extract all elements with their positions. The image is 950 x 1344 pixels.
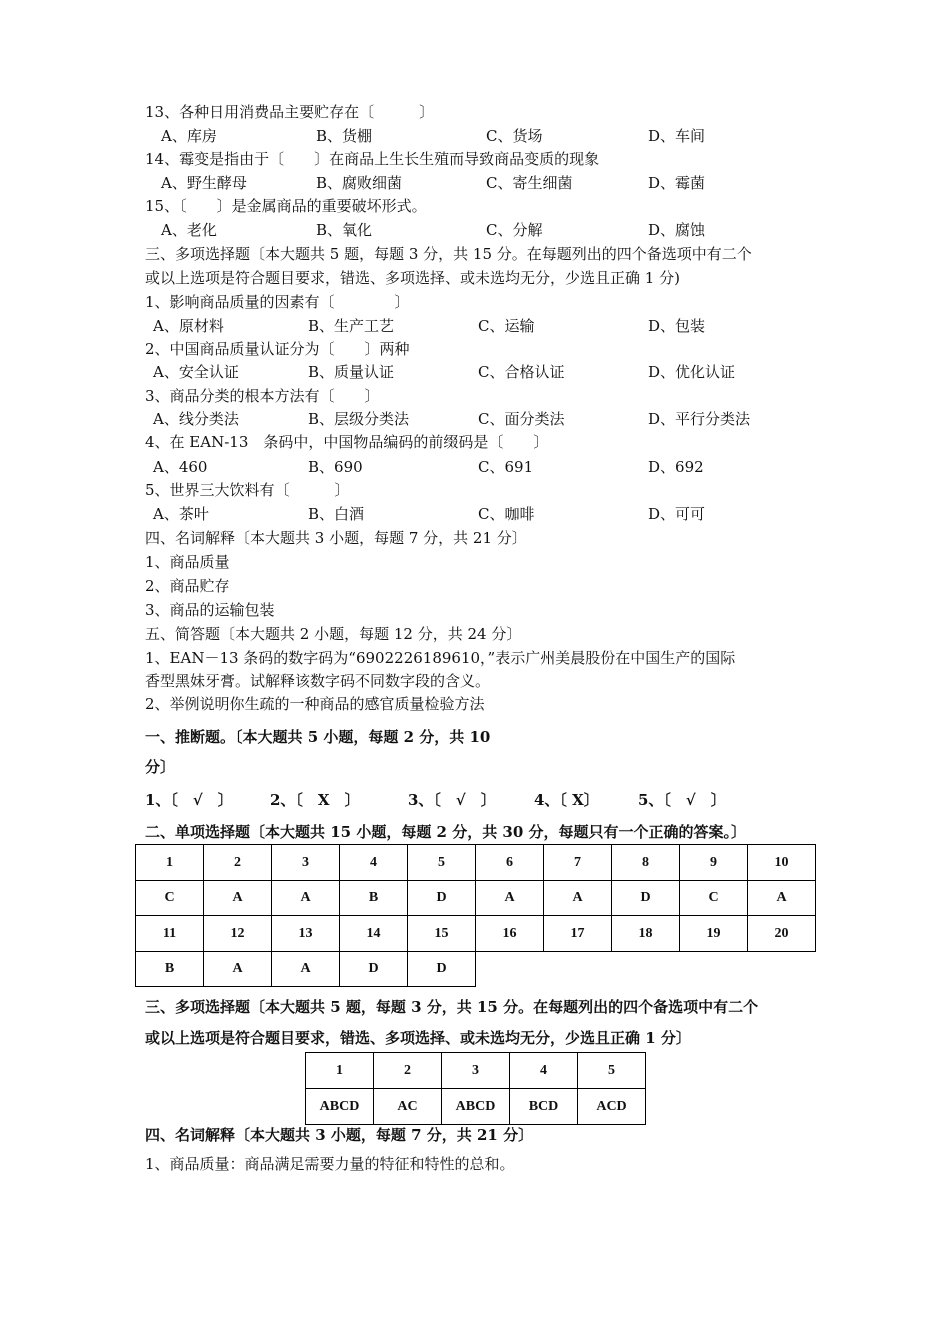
option-15a: A、老化 [161, 221, 217, 239]
s3-option-5c: C、咖啡 [478, 505, 535, 523]
num-cell: 2 [374, 1053, 442, 1089]
answer-cell: A [272, 952, 340, 987]
option-14c: C、寄生细菌 [486, 174, 573, 192]
option-15c: C、分解 [486, 221, 543, 239]
s3-option-5a: A、茶叶 [153, 505, 209, 523]
answers-multi-heading-cont: 或以上选项是符合题目要求，错选、多项选择、或未选均无分，少选且正确 1 分〕 [145, 1029, 691, 1047]
num-cell: 1 [306, 1053, 374, 1089]
s3-option-4c: C、691 [478, 458, 534, 476]
answers-single-heading: 二、单项选择题〔本大题共 15 小题，每题 2 分，共 30 分，每题只有一个正确的答案。〕 [145, 823, 747, 841]
num-cell: 10 [748, 845, 816, 881]
s4-item-1: 1、商品质量 [145, 553, 230, 571]
s4-item-2: 2、商品贮存 [145, 577, 230, 595]
answer-cell: A [476, 881, 544, 916]
num-cell: 4 [510, 1053, 578, 1089]
s3-option-4d: D、692 [648, 458, 704, 476]
num-cell: 18 [612, 916, 680, 952]
option-13a: A、库房 [161, 127, 217, 145]
answer-cell: D [340, 952, 408, 987]
empty-cell [476, 952, 816, 987]
num-cell: 1 [136, 845, 204, 881]
multi-choice-answer-table [305, 1052, 646, 1125]
num-cell: 11 [136, 916, 204, 952]
num-cell: 19 [680, 916, 748, 952]
num-cell: 8 [612, 845, 680, 881]
option-13d: D、车间 [648, 127, 706, 145]
answer-cell: A [544, 881, 612, 916]
s3-option-3d: D、平行分类法 [648, 410, 751, 428]
num-cell: 4 [340, 845, 408, 881]
num-cell: 9 [680, 845, 748, 881]
section4-heading: 四、名词解释〔本大题共 3 小题，每题 7 分，共 21 分〕 [145, 529, 527, 547]
s3-option-3c: C、面分类法 [478, 410, 565, 428]
s3-question-1: 1、影响商品质量的因素有〔 〕 [145, 293, 410, 311]
answers-tf-heading: 一、推断题。〔本大题共 5 小题，每题 2 分，共 10 [145, 728, 491, 746]
section3-heading-cont: 或以上选项是符合题目要求，错选、多项选择、或未选均无分，少选且正确 1 分) [145, 269, 680, 287]
question-15: 15、〔 〕是金属商品的重要破坏形式。 [145, 197, 427, 215]
single-choice-answer-table [135, 844, 816, 987]
option-14a: A、野生酵母 [161, 174, 247, 192]
tf-answer-5: 5、〔 √ 〕 [638, 791, 726, 809]
answer-cell: AC [374, 1089, 442, 1125]
num-cell: 13 [272, 916, 340, 952]
num-cell: 6 [476, 845, 544, 881]
num-cell: 15 [408, 916, 476, 952]
tf-answer-2: 2、〔 X 〕 [270, 791, 360, 809]
answer-cell: D [408, 881, 476, 916]
num-cell: 14 [340, 916, 408, 952]
num-cell: 3 [272, 845, 340, 881]
s3-option-2c: C、合格认证 [478, 363, 565, 381]
num-cell: 20 [748, 916, 816, 952]
s4-item-3: 3、商品的运输包装 [145, 601, 275, 619]
s3-question-4: 4、在 EAN-13 条码中，中国物品编码的前缀码是〔 〕 [145, 433, 549, 451]
answers-multi-heading: 三、多项选择题〔本大题共 5 题，每题 3 分，共 15 分。在每题列出的四个备选项中有二个 [145, 998, 759, 1016]
num-cell: 17 [544, 916, 612, 952]
answers-tf-heading-cont: 分〕 [145, 758, 176, 776]
answer-cell: D [408, 952, 476, 987]
answer-cell: ABCD [306, 1089, 374, 1125]
answer-cell: D [612, 881, 680, 916]
s5-question-1: 1、EAN－13 条码的数字码为“6902226189610，”表示广州美晨股份在中国生产的国际 [145, 649, 736, 667]
answer-cell: B [340, 881, 408, 916]
s3-option-3b: B、层级分类法 [308, 410, 410, 428]
num-cell: 3 [442, 1053, 510, 1089]
num-cell: 2 [204, 845, 272, 881]
s3-option-1c: C、运输 [478, 317, 535, 335]
s3-option-3a: A、线分类法 [153, 410, 239, 428]
option-13c: C、货场 [486, 127, 543, 145]
question-14: 14、霉变是指由于〔 〕在商品上生长生殖而导致商品变质的现象 [145, 150, 600, 168]
answer-cell: ACD [578, 1089, 646, 1125]
tf-answer-4: 4、〔 X〕 [534, 791, 599, 809]
s3-question-3: 3、商品分类的根本方法有〔 〕 [145, 387, 380, 405]
option-14b: B、腐败细菌 [316, 174, 403, 192]
tf-answer-1: 1、〔 √ 〕 [145, 791, 233, 809]
s3-option-2a: A、安全认证 [153, 363, 239, 381]
num-cell: 7 [544, 845, 612, 881]
option-15d: D、腐蚀 [648, 221, 706, 239]
s3-option-2d: D、优化认证 [648, 363, 736, 381]
s3-question-5: 5、世界三大饮料有〔 〕 [145, 481, 350, 499]
s3-option-4a: A、460 [153, 458, 208, 476]
term-answer-1: 1、商品质量：商品满足需要力量的特征和特性的总和。 [145, 1155, 515, 1173]
num-cell: 5 [578, 1053, 646, 1089]
option-13b: B、货棚 [316, 127, 373, 145]
s3-option-1a: A、原材料 [153, 317, 224, 335]
s3-option-1d: D、包装 [648, 317, 706, 335]
section5-heading: 五、简答题〔本大题共 2 小题，每题 12 分，共 24 分〕 [145, 625, 522, 643]
answer-cell: A [204, 881, 272, 916]
s5-question-1-cont: 香型黑妹牙膏。试解释该数字码不同数字段的含义。 [145, 672, 491, 690]
answers-term-heading: 四、名词解释〔本大题共 3 小题，每题 7 分，共 21 分〕 [145, 1126, 534, 1144]
answer-cell: A [272, 881, 340, 916]
answer-cell: B [136, 952, 204, 987]
s3-question-2: 2、中国商品质量认证分为〔 〕两种 [145, 340, 410, 358]
answer-cell: C [680, 881, 748, 916]
tf-answer-3: 3、〔 √ 〕 [408, 791, 496, 809]
s3-option-4b: B、690 [308, 458, 363, 476]
s3-option-5d: D、可可 [648, 505, 706, 523]
num-cell: 16 [476, 916, 544, 952]
s5-question-2: 2、举例说明你生疏的一种商品的感官质量检验方法 [145, 695, 485, 713]
option-14d: D、霉菌 [648, 174, 706, 192]
s3-option-2b: B、质量认证 [308, 363, 395, 381]
s3-option-5b: B、白酒 [308, 505, 365, 523]
section3-heading: 三、多项选择题〔本大题共 5 题，每题 3 分，共 15 分。在每题列出的四个备选项中有二个 [145, 245, 752, 263]
s3-option-1b: B、生产工艺 [308, 317, 395, 335]
answer-cell: A [748, 881, 816, 916]
num-cell: 5 [408, 845, 476, 881]
answer-cell: A [204, 952, 272, 987]
answer-cell: BCD [510, 1089, 578, 1125]
question-13: 13、各种日用消费品主要贮存在〔 〕 [145, 103, 435, 121]
answer-cell: C [136, 881, 204, 916]
option-15b: B、氧化 [316, 221, 373, 239]
num-cell: 12 [204, 916, 272, 952]
answer-cell: ABCD [442, 1089, 510, 1125]
